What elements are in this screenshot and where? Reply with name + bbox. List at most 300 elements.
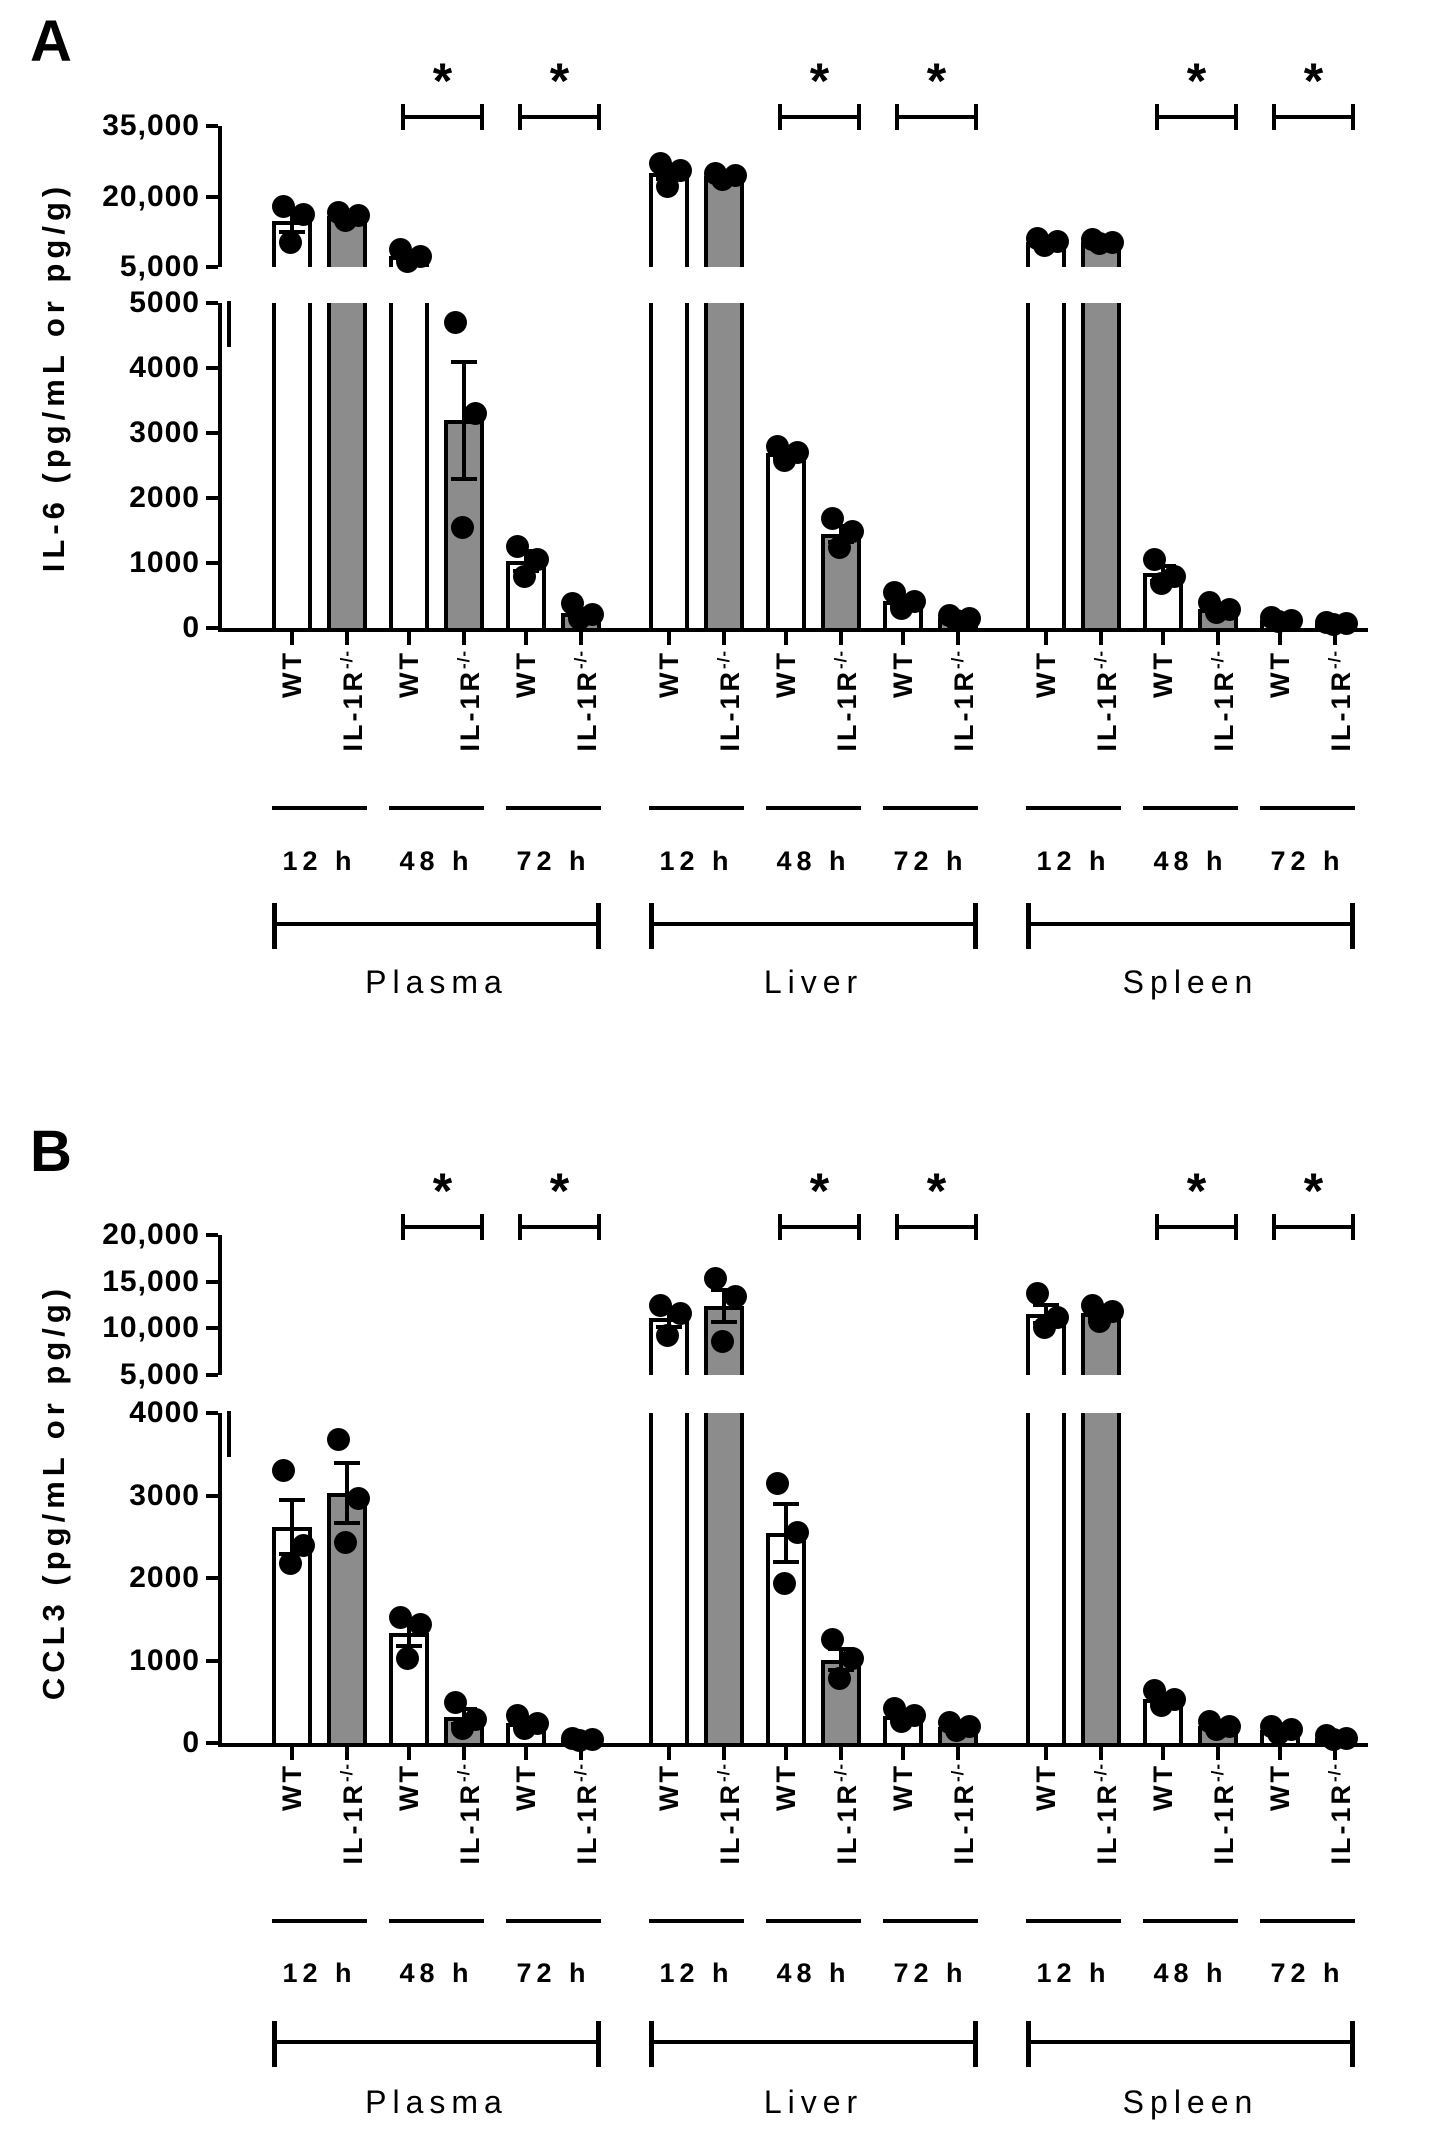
sig-bracket-line bbox=[895, 1225, 978, 1229]
time-overline bbox=[883, 806, 978, 810]
data-point bbox=[656, 175, 679, 198]
x-axis-tick bbox=[462, 632, 466, 645]
data-point bbox=[451, 516, 474, 539]
y-tick-label: 1000 bbox=[129, 546, 200, 579]
x-axis-tick bbox=[901, 632, 905, 645]
data-point bbox=[1088, 1310, 1111, 1333]
data-point bbox=[724, 1285, 747, 1308]
sig-bracket-line bbox=[401, 1225, 484, 1229]
sig-bracket-cap-left bbox=[1272, 104, 1276, 130]
x-axis-tick bbox=[1278, 1747, 1282, 1760]
y-axis-tick bbox=[206, 1576, 218, 1580]
error-bar-cap-bottom bbox=[334, 1521, 360, 1525]
panel-a-label: A bbox=[30, 9, 72, 74]
time-overline bbox=[506, 1919, 601, 1923]
sig-bracket-cap-left bbox=[778, 1214, 782, 1240]
time-label-72-h: 72 h bbox=[893, 846, 968, 876]
bar-a-spleen-12-h-il-1r-lower bbox=[1081, 303, 1121, 632]
time-label-72-h: 72 h bbox=[1270, 846, 1345, 876]
x-tick-label-wt: WT bbox=[654, 1763, 684, 1811]
bar-a-liver-12-h-il-1r-lower bbox=[704, 303, 744, 632]
genotype-superscript: -/- bbox=[571, 1763, 590, 1783]
data-point bbox=[389, 1606, 412, 1629]
y-tick-label: 15,000 bbox=[102, 1264, 200, 1298]
data-point bbox=[1143, 548, 1166, 571]
sig-bracket-cap-right bbox=[1351, 1214, 1355, 1240]
group-bracket-cap-left bbox=[272, 2021, 277, 2067]
data-point bbox=[506, 535, 529, 558]
sig-bracket-cap-left bbox=[1272, 1214, 1276, 1240]
group-bracket-line bbox=[1026, 2040, 1355, 2044]
group-bracket-cap-right bbox=[1350, 903, 1355, 949]
y-tick-label: 5000 bbox=[129, 286, 200, 319]
x-axis-tick bbox=[290, 632, 294, 645]
x-axis-tick bbox=[345, 1747, 349, 1760]
x-tick-label-il1r-ko: IL-1R-/- bbox=[1208, 1763, 1239, 1865]
time-label-72-h: 72 h bbox=[893, 1958, 968, 1988]
sig-bracket-line bbox=[1272, 1225, 1355, 1229]
x-tick-label-wt: WT bbox=[277, 650, 307, 698]
x-axis-tick bbox=[901, 1747, 905, 1760]
sig-bracket-cap-right bbox=[1351, 104, 1355, 130]
group-bracket-line bbox=[649, 922, 978, 926]
data-point bbox=[409, 1613, 432, 1636]
sig-bracket-cap-right bbox=[597, 104, 601, 130]
data-point bbox=[890, 1710, 913, 1733]
time-overline bbox=[1026, 1919, 1121, 1923]
y-tick-label: 3000 bbox=[129, 1478, 200, 1512]
y-axis-segment bbox=[218, 1413, 222, 1747]
x-tick-label-il1r-ko: IL-1R-/- bbox=[1208, 650, 1239, 752]
y-axis-tick bbox=[206, 1411, 218, 1415]
time-label-48-h: 48 h bbox=[776, 846, 851, 876]
data-point bbox=[1033, 1316, 1056, 1339]
error-bar-cap-top bbox=[773, 1502, 799, 1506]
y-axis-tick bbox=[206, 265, 218, 269]
group-bracket-cap-right bbox=[596, 2021, 601, 2067]
data-point bbox=[704, 1267, 727, 1290]
data-point bbox=[828, 536, 851, 559]
significance-asterisk: * bbox=[1186, 53, 1207, 109]
y-tick-label: 2000 bbox=[129, 1561, 200, 1594]
time-label-12-h: 12 h bbox=[282, 846, 357, 876]
time-overline bbox=[766, 806, 861, 810]
x-axis-tick bbox=[784, 1747, 788, 1760]
data-point bbox=[656, 1324, 679, 1347]
x-tick-label-il1r-ko: IL-1R-/- bbox=[454, 650, 485, 752]
panel-b-label: B bbox=[30, 1119, 72, 1184]
x-axis-tick bbox=[667, 632, 671, 645]
axis-break-marker bbox=[227, 301, 231, 347]
time-overline bbox=[1026, 806, 1121, 810]
y-axis-tick bbox=[206, 1280, 218, 1284]
x-axis-tick bbox=[1333, 632, 1337, 645]
sig-bracket-cap-right bbox=[480, 1214, 484, 1240]
data-point bbox=[1205, 1718, 1228, 1741]
data-point bbox=[1150, 1694, 1173, 1717]
time-label-12-h: 12 h bbox=[282, 1958, 357, 1988]
sig-bracket-line bbox=[1155, 115, 1238, 119]
x-tick-label-il1r-ko: IL-1R-/- bbox=[948, 1763, 979, 1865]
time-label-48-h: 48 h bbox=[399, 1958, 474, 1988]
data-point bbox=[890, 597, 913, 620]
x-tick-label-wt: WT bbox=[511, 650, 541, 698]
data-point bbox=[334, 1531, 357, 1554]
sig-bracket-cap-right bbox=[974, 104, 978, 130]
organ-label-liver: Liver bbox=[763, 2084, 864, 2120]
group-bracket-cap-left bbox=[649, 2021, 654, 2067]
time-overline bbox=[1260, 806, 1355, 810]
x-axis-tick bbox=[722, 632, 726, 645]
x-tick-label-il1r-ko: IL-1R-/- bbox=[831, 1763, 862, 1865]
organ-label-spleen: Spleen bbox=[1122, 964, 1259, 1000]
y-axis-tick bbox=[206, 301, 218, 305]
y-tick-label: 1000 bbox=[129, 1643, 200, 1677]
panel-a-y-axis-title: IL-6 (pg/mL or pg/g) bbox=[36, 181, 71, 573]
genotype-superscript: -/- bbox=[571, 650, 590, 670]
genotype-superscript: -/- bbox=[948, 1763, 967, 1783]
bar-b-spleen-12-h-il-1r-lower bbox=[1081, 1413, 1121, 1747]
bar-a-liver-12-h-wt-lower bbox=[649, 303, 689, 632]
time-label-12-h: 12 h bbox=[659, 846, 734, 876]
x-axis-tick bbox=[667, 1747, 671, 1760]
x-axis-tick bbox=[1161, 632, 1165, 645]
significance-asterisk: * bbox=[549, 1163, 570, 1219]
data-point bbox=[513, 1717, 536, 1740]
genotype-superscript: -/- bbox=[831, 1763, 850, 1783]
group-bracket-line bbox=[1026, 922, 1355, 926]
x-tick-label-wt: WT bbox=[771, 1763, 801, 1811]
genotype-superscript: -/- bbox=[1325, 1763, 1344, 1783]
x-tick-label-wt: WT bbox=[1148, 1763, 1178, 1811]
organ-label-liver: Liver bbox=[763, 964, 864, 1000]
x-axis-tick bbox=[1216, 1747, 1220, 1760]
genotype-superscript: -/- bbox=[1091, 1763, 1110, 1783]
x-tick-label-wt: WT bbox=[277, 1763, 307, 1811]
time-overline bbox=[1143, 1919, 1238, 1923]
organ-label-plasma: Plasma bbox=[365, 964, 508, 1000]
y-axis-tick bbox=[206, 561, 218, 565]
group-bracket-cap-right bbox=[596, 903, 601, 949]
y-tick-label: 5,000 bbox=[119, 1358, 200, 1391]
x-axis-tick bbox=[407, 632, 411, 645]
x-tick-label-wt: WT bbox=[1031, 1763, 1061, 1811]
x-axis-tick bbox=[1099, 1747, 1103, 1760]
y-axis-tick bbox=[206, 1741, 218, 1745]
data-point bbox=[766, 1472, 789, 1495]
y-axis-segment bbox=[218, 1235, 222, 1375]
sig-bracket-cap-left bbox=[1155, 1214, 1159, 1240]
x-tick-label-wt: WT bbox=[1148, 650, 1178, 698]
genotype-superscript: -/- bbox=[1091, 650, 1110, 670]
group-bracket-cap-left bbox=[1026, 903, 1031, 949]
sig-bracket-line bbox=[778, 1225, 861, 1229]
time-label-12-h: 12 h bbox=[659, 1958, 734, 1988]
time-overline bbox=[272, 806, 367, 810]
sig-bracket-line bbox=[778, 115, 861, 119]
data-point bbox=[786, 1521, 809, 1544]
x-axis-tick bbox=[1099, 632, 1103, 645]
data-point bbox=[1026, 1282, 1049, 1305]
y-tick-label: 0 bbox=[182, 611, 200, 644]
time-label-48-h: 48 h bbox=[776, 1958, 851, 1988]
y-axis-tick bbox=[206, 431, 218, 435]
data-point bbox=[1088, 232, 1111, 255]
x-axis-tick bbox=[1044, 632, 1048, 645]
y-tick-label: 20,000 bbox=[102, 179, 200, 213]
x-axis-tick bbox=[784, 632, 788, 645]
x-tick-label-il1r-ko: IL-1R-/- bbox=[571, 1763, 602, 1865]
significance-asterisk: * bbox=[1303, 53, 1324, 109]
significance-asterisk: * bbox=[549, 53, 570, 109]
x-axis-tick bbox=[1161, 1747, 1165, 1760]
x-axis-tick bbox=[722, 1747, 726, 1760]
sig-bracket-cap-left bbox=[895, 1214, 899, 1240]
x-axis-baseline bbox=[218, 1743, 1368, 1747]
time-label-72-h: 72 h bbox=[1270, 1958, 1345, 1988]
error-bar-cap-bottom bbox=[773, 1560, 799, 1564]
data-point bbox=[347, 1487, 370, 1510]
significance-asterisk: * bbox=[432, 1163, 453, 1219]
data-point bbox=[1150, 572, 1173, 595]
x-axis-tick bbox=[956, 632, 960, 645]
error-bar-cap-top bbox=[334, 1461, 360, 1465]
y-tick-label: 4000 bbox=[129, 1396, 200, 1429]
x-tick-label-il1r-ko: IL-1R-/- bbox=[1325, 650, 1356, 752]
significance-asterisk: * bbox=[926, 1163, 947, 1219]
data-point bbox=[272, 1459, 295, 1482]
data-point bbox=[1267, 1722, 1290, 1745]
significance-asterisk: * bbox=[1186, 1163, 1207, 1219]
error-bar-cap-top bbox=[451, 360, 477, 364]
sig-bracket-line bbox=[518, 115, 601, 119]
sig-bracket-line bbox=[895, 115, 978, 119]
y-axis-tick bbox=[206, 195, 218, 199]
time-overline bbox=[272, 1919, 367, 1923]
sig-bracket-cap-right bbox=[1234, 104, 1238, 130]
x-tick-label-wt: WT bbox=[888, 1763, 918, 1811]
sig-bracket-cap-left bbox=[778, 104, 782, 130]
group-bracket-cap-right bbox=[1350, 2021, 1355, 2067]
data-point bbox=[327, 1428, 350, 1451]
group-bracket-cap-right bbox=[973, 2021, 978, 2067]
x-tick-label-il1r-ko: IL-1R-/- bbox=[337, 650, 368, 752]
bar-b-liver-48-h-wt bbox=[766, 1533, 806, 1747]
data-point bbox=[396, 1647, 419, 1670]
data-point bbox=[841, 1647, 864, 1670]
y-tick-label: 35,000 bbox=[102, 109, 200, 142]
organ-label-plasma: Plasma bbox=[365, 2084, 508, 2120]
bar-a-liver-48-h-wt bbox=[766, 453, 806, 633]
bar-b-liver-12-h-wt-lower bbox=[649, 1413, 689, 1747]
organ-label-spleen: Spleen bbox=[1122, 2084, 1259, 2120]
x-tick-label-il1r-ko: IL-1R-/- bbox=[1091, 650, 1122, 752]
y-axis-tick bbox=[206, 366, 218, 370]
data-point bbox=[1205, 601, 1228, 624]
time-overline bbox=[389, 806, 484, 810]
x-axis-tick bbox=[839, 1747, 843, 1760]
genotype-superscript: -/- bbox=[454, 650, 473, 670]
x-tick-label-il1r-ko: IL-1R-/- bbox=[1325, 1763, 1356, 1865]
data-point bbox=[945, 1719, 968, 1742]
data-point bbox=[464, 402, 487, 425]
time-overline bbox=[883, 1919, 978, 1923]
sig-bracket-cap-left bbox=[518, 1214, 522, 1240]
time-label-48-h: 48 h bbox=[1153, 846, 1228, 876]
y-axis-segment bbox=[218, 303, 222, 632]
y-tick-label: 20,000 bbox=[102, 1218, 200, 1251]
x-tick-label-wt: WT bbox=[1031, 650, 1061, 698]
time-label-12-h: 12 h bbox=[1036, 1958, 1111, 1988]
bar-a-plasma-12-h-il-1r-lower bbox=[327, 303, 367, 632]
x-axis-tick bbox=[407, 1747, 411, 1760]
time-label-72-h: 72 h bbox=[516, 846, 591, 876]
genotype-superscript: -/- bbox=[454, 1763, 473, 1783]
significance-asterisk: * bbox=[809, 53, 830, 109]
bar-a-plasma-48-h-wt-lower bbox=[389, 303, 429, 632]
genotype-superscript: -/- bbox=[1325, 650, 1344, 670]
x-tick-label-wt: WT bbox=[888, 650, 918, 698]
x-tick-label-il1r-ko: IL-1R-/- bbox=[714, 650, 745, 752]
bar-b-liver-12-h-il-1r-lower bbox=[704, 1413, 744, 1747]
sig-bracket-cap-left bbox=[518, 104, 522, 130]
group-bracket-cap-right bbox=[973, 903, 978, 949]
data-point bbox=[568, 607, 591, 630]
y-axis-tick bbox=[206, 1326, 218, 1330]
y-tick-label: 0 bbox=[182, 1726, 200, 1759]
y-axis-tick bbox=[206, 1659, 218, 1663]
x-tick-label-wt: WT bbox=[1265, 1763, 1295, 1811]
time-overline bbox=[1260, 1919, 1355, 1923]
x-axis-tick bbox=[839, 632, 843, 645]
sig-bracket-cap-right bbox=[480, 104, 484, 130]
x-axis-tick bbox=[290, 1747, 294, 1760]
sig-bracket-cap-right bbox=[857, 1214, 861, 1240]
x-axis-tick bbox=[579, 632, 583, 645]
data-point bbox=[821, 507, 844, 530]
data-point bbox=[828, 1667, 851, 1690]
time-overline bbox=[389, 1919, 484, 1923]
group-bracket-cap-left bbox=[1026, 2021, 1031, 2067]
x-axis-tick bbox=[1216, 632, 1220, 645]
data-point bbox=[773, 449, 796, 472]
genotype-superscript: -/- bbox=[337, 1763, 356, 1783]
data-point bbox=[773, 1572, 796, 1595]
data-point bbox=[396, 250, 419, 273]
sig-bracket-line bbox=[518, 1225, 601, 1229]
sig-bracket-line bbox=[401, 115, 484, 119]
time-overline bbox=[766, 1919, 861, 1923]
axis-break-marker bbox=[227, 1411, 231, 1457]
sig-bracket-cap-right bbox=[857, 104, 861, 130]
y-axis-tick bbox=[206, 1373, 218, 1377]
time-label-48-h: 48 h bbox=[1153, 1958, 1228, 1988]
error-bar-cap-bottom bbox=[451, 477, 477, 481]
sig-bracket-line bbox=[1272, 115, 1355, 119]
group-bracket-cap-left bbox=[649, 903, 654, 949]
group-bracket-line bbox=[272, 922, 601, 926]
data-point bbox=[334, 209, 357, 232]
genotype-superscript: -/- bbox=[831, 650, 850, 670]
time-overline bbox=[506, 806, 601, 810]
y-tick-label: 5,000 bbox=[119, 250, 200, 283]
sig-bracket-cap-left bbox=[1155, 104, 1159, 130]
genotype-superscript: -/- bbox=[1208, 1763, 1227, 1783]
significance-asterisk: * bbox=[926, 53, 947, 109]
data-point bbox=[1033, 234, 1056, 257]
sig-bracket-cap-right bbox=[597, 1214, 601, 1240]
x-tick-label-wt: WT bbox=[394, 1763, 424, 1811]
y-tick-label: 10,000 bbox=[102, 1311, 200, 1345]
y-axis-segment bbox=[218, 126, 222, 267]
x-axis-tick bbox=[1333, 1747, 1337, 1760]
y-axis-tick bbox=[206, 124, 218, 128]
genotype-superscript: -/- bbox=[714, 650, 733, 670]
data-point bbox=[669, 1302, 692, 1325]
significance-asterisk: * bbox=[432, 53, 453, 109]
panel-b-y-axis-title: CCL3 (pg/mL or pg/g) bbox=[36, 1283, 71, 1701]
data-point bbox=[279, 1552, 302, 1575]
data-point bbox=[711, 1330, 734, 1353]
y-tick-label: 3000 bbox=[129, 416, 200, 449]
y-axis-tick bbox=[206, 496, 218, 500]
time-overline bbox=[649, 806, 744, 810]
y-tick-label: 4000 bbox=[129, 351, 200, 384]
x-tick-label-il1r-ko: IL-1R-/- bbox=[571, 650, 602, 752]
sig-bracket-cap-right bbox=[1234, 1214, 1238, 1240]
data-point bbox=[451, 1717, 474, 1740]
y-axis-tick bbox=[206, 1494, 218, 1498]
x-axis-tick bbox=[956, 1747, 960, 1760]
x-tick-label-il1r-ko: IL-1R-/- bbox=[714, 1763, 745, 1865]
genotype-superscript: -/- bbox=[1208, 650, 1227, 670]
x-tick-label-il1r-ko: IL-1R-/- bbox=[454, 1763, 485, 1865]
error-bar-cap-top bbox=[279, 1498, 305, 1502]
data-point bbox=[444, 311, 467, 334]
x-axis-tick bbox=[462, 1747, 466, 1760]
group-bracket-line bbox=[272, 2040, 601, 2044]
data-point bbox=[711, 168, 734, 191]
significance-asterisk: * bbox=[1303, 1163, 1324, 1219]
group-bracket-cap-left bbox=[272, 903, 277, 949]
time-overline bbox=[649, 1919, 744, 1923]
y-tick-label: 2000 bbox=[129, 481, 200, 514]
x-axis-tick bbox=[524, 1747, 528, 1760]
x-axis-baseline bbox=[218, 628, 1368, 632]
time-label-48-h: 48 h bbox=[399, 846, 474, 876]
x-tick-label-il1r-ko: IL-1R-/- bbox=[948, 650, 979, 752]
x-tick-label-wt: WT bbox=[394, 650, 424, 698]
time-label-72-h: 72 h bbox=[516, 1958, 591, 1988]
significance-asterisk: * bbox=[809, 1163, 830, 1219]
sig-bracket-line bbox=[1155, 1225, 1238, 1229]
error-bar-cap-bottom bbox=[711, 1320, 737, 1324]
y-axis-tick bbox=[206, 1233, 218, 1237]
data-point bbox=[292, 203, 315, 226]
sig-bracket-cap-left bbox=[401, 104, 405, 130]
genotype-superscript: -/- bbox=[948, 650, 967, 670]
x-axis-tick bbox=[1044, 1747, 1048, 1760]
sig-bracket-cap-right bbox=[974, 1214, 978, 1240]
x-axis-tick bbox=[1278, 632, 1282, 645]
sig-bracket-cap-left bbox=[401, 1214, 405, 1240]
bar-a-spleen-12-h-wt-lower bbox=[1026, 303, 1066, 632]
group-bracket-line bbox=[649, 2040, 978, 2044]
genotype-superscript: -/- bbox=[714, 1763, 733, 1783]
data-point bbox=[279, 231, 302, 254]
time-label-12-h: 12 h bbox=[1036, 846, 1111, 876]
sig-bracket-cap-left bbox=[895, 104, 899, 130]
